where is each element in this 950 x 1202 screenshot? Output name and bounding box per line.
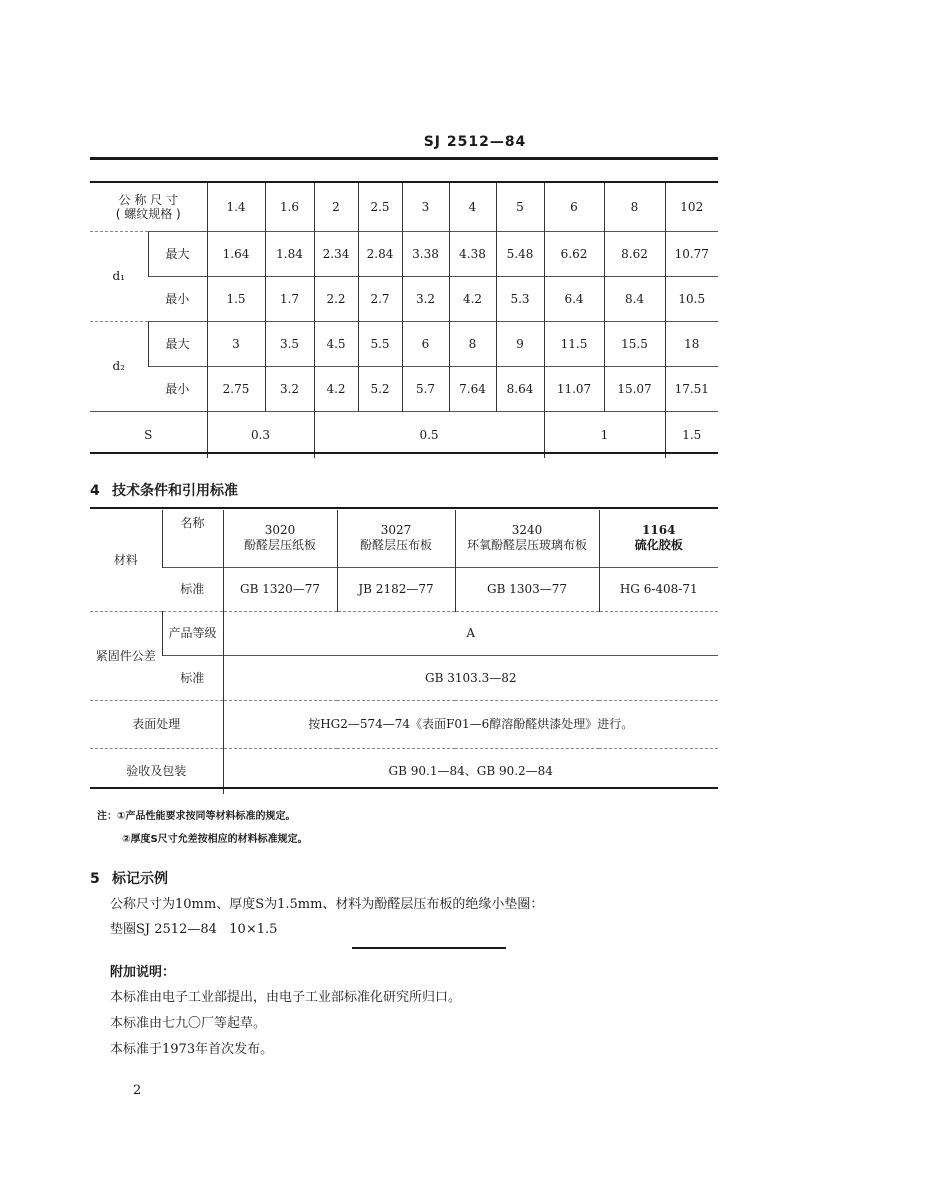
acceptance-packaging-label: 验收及包装 bbox=[90, 748, 223, 794]
d1-max-cell: 5.48 bbox=[496, 231, 544, 276]
d1-min-cell: 2.7 bbox=[358, 276, 402, 321]
surface-treatment-value: 按HG2—574—74《表面F01—6醇溶酚醛烘漆处理》进行。 bbox=[223, 700, 718, 748]
d2-min-cell: 5.2 bbox=[358, 366, 402, 411]
d2-max-cell: 11.5 bbox=[544, 321, 604, 366]
material-std-label: 标准 bbox=[162, 567, 223, 611]
d1-max-cell: 6.62 bbox=[544, 231, 604, 276]
section-4-number: 4 bbox=[90, 483, 100, 499]
s-cell: 0.5 bbox=[314, 411, 544, 458]
acceptance-packaging-value: GB 90.1—84、GB 90.2—84 bbox=[223, 748, 718, 794]
appendix-title: 附加说明： bbox=[110, 965, 176, 980]
d2-min-cell: 3.2 bbox=[265, 366, 314, 411]
d2-min-cell: 4.2 bbox=[314, 366, 358, 411]
d1-max-cell: 1.64 bbox=[207, 231, 265, 276]
d1-min-cell: 3.2 bbox=[402, 276, 449, 321]
d2-min-cell: 15.07 bbox=[604, 366, 665, 411]
material-std-cell: GB 1303—77 bbox=[455, 567, 599, 611]
table1-bottom-rule bbox=[90, 452, 718, 454]
surface-treatment-label: 表面处理 bbox=[90, 700, 223, 748]
technical-conditions-table bbox=[90, 510, 718, 794]
note-text: ①产品性能要求按同等材料标准的规定。 bbox=[117, 811, 296, 822]
material-std-cell: HG 6-408-71 bbox=[599, 567, 718, 611]
table2-top-rule bbox=[90, 507, 718, 509]
appendix-line: 本标准由电子工业部提出，由电子工业部标准化研究所归口。 bbox=[110, 990, 462, 1005]
d2-min-cell: 7.64 bbox=[449, 366, 496, 411]
nominal-size-cell: 5 bbox=[496, 183, 544, 231]
nominal-size-cell: 8 bbox=[604, 183, 665, 231]
section-4-heading bbox=[90, 480, 238, 500]
d2-min-cell: 11.07 bbox=[544, 366, 604, 411]
nominal-size-cell: 1.4 bbox=[207, 183, 265, 231]
s-cell: 0.3 bbox=[207, 411, 314, 458]
section-5-title: 标记示例 bbox=[112, 871, 168, 887]
nominal-size-cell: 4 bbox=[449, 183, 496, 231]
page-number: 2 bbox=[133, 1083, 142, 1098]
d1-min-label: 最小 bbox=[148, 276, 207, 321]
s-cell: 1.5 bbox=[665, 411, 718, 458]
d1-min-cell: 6.4 bbox=[544, 276, 604, 321]
d2-max-cell: 8 bbox=[449, 321, 496, 366]
material-name-cell: 3240 环氧酚醛层压玻璃布板 bbox=[455, 510, 599, 567]
note-2: ②厚度S尺寸允差按相应的材料标准规定。 bbox=[122, 834, 308, 845]
appendix-line: 本标准于1973年首次发布。 bbox=[110, 1042, 274, 1057]
d1-min-cell: 8.4 bbox=[604, 276, 665, 321]
d1-max-cell: 2.34 bbox=[314, 231, 358, 276]
d2-max-cell: 4.5 bbox=[314, 321, 358, 366]
nominal-size-cell: 102 bbox=[665, 183, 718, 231]
d2-max-cell: 6 bbox=[402, 321, 449, 366]
marking-description: 公称尺寸为10mm、厚度S为1.5mm、材料为酚醛层压布板的绝缘小垫圈： bbox=[110, 897, 544, 912]
nominal-size-cell: 2 bbox=[314, 183, 358, 231]
d1-min-cell: 1.7 bbox=[265, 276, 314, 321]
d1-min-cell: 10.5 bbox=[665, 276, 718, 321]
material-std-cell: GB 1320—77 bbox=[223, 567, 337, 611]
nominal-size-cell: 2.5 bbox=[358, 183, 402, 231]
fastener-std-label: 标准 bbox=[162, 655, 223, 700]
material-std-cell: JB 2182—77 bbox=[337, 567, 455, 611]
d2-max-cell: 3 bbox=[207, 321, 265, 366]
d2-max-label: 最大 bbox=[148, 321, 207, 366]
header-rule bbox=[90, 157, 718, 160]
material-name-cell: 1164 硫化胶板 bbox=[599, 510, 718, 567]
note-1 bbox=[97, 807, 295, 822]
appendix-line: 本标准由七九〇厂等起草。 bbox=[110, 1016, 267, 1031]
d2-max-cell: 18 bbox=[665, 321, 718, 366]
material-name-cell: 3020 酚醛层压纸板 bbox=[223, 510, 337, 567]
d1-max-label: 最大 bbox=[148, 231, 207, 276]
d2-min-cell: 17.51 bbox=[665, 366, 718, 411]
s-cell: 1 bbox=[544, 411, 665, 458]
d2-min-cell: 5.7 bbox=[402, 366, 449, 411]
material-name-cell: 3027 酚醛层压布板 bbox=[337, 510, 455, 567]
dimension-table bbox=[90, 183, 718, 458]
d1-min-cell: 2.2 bbox=[314, 276, 358, 321]
note-label: 注： bbox=[97, 811, 117, 822]
d1-label: d₁ bbox=[90, 231, 148, 321]
d1-max-cell: 3.38 bbox=[402, 231, 449, 276]
document-code: SJ 2512—84 bbox=[423, 134, 527, 150]
d1-max-cell: 1.84 bbox=[265, 231, 314, 276]
table2-bottom-rule bbox=[90, 787, 718, 789]
section-5-number: 5 bbox=[90, 871, 100, 887]
d1-max-cell: 2.84 bbox=[358, 231, 402, 276]
section-4-title: 技术条件和引用标准 bbox=[112, 483, 238, 499]
material-label: 材料 bbox=[113, 553, 138, 568]
material-name-label: 名称 bbox=[162, 510, 223, 567]
d2-max-cell: 3.5 bbox=[265, 321, 314, 366]
d1-max-cell: 8.62 bbox=[604, 231, 665, 276]
end-rule bbox=[352, 947, 506, 949]
d1-max-cell: 10.77 bbox=[665, 231, 718, 276]
d2-max-cell: 5.5 bbox=[358, 321, 402, 366]
d2-min-cell: 2.75 bbox=[207, 366, 265, 411]
fastener-std-value: GB 3103.3—82 bbox=[223, 655, 718, 700]
d2-max-cell: 15.5 bbox=[604, 321, 665, 366]
d2-label: d₂ bbox=[90, 321, 148, 411]
fastener-tolerance-label: 紧固件公差 bbox=[90, 611, 162, 700]
d2-min-cell: 8.64 bbox=[496, 366, 544, 411]
product-grade-label: 产品等级 bbox=[162, 611, 223, 655]
d2-max-cell: 9 bbox=[496, 321, 544, 366]
d2-min-label: 最小 bbox=[148, 366, 207, 411]
s-label: S bbox=[90, 411, 207, 458]
marking-example: 垫圈SJ 2512—84 10×1.5 bbox=[110, 922, 278, 937]
nominal-size-cell: 6 bbox=[544, 183, 604, 231]
d1-min-cell: 1.5 bbox=[207, 276, 265, 321]
d1-min-cell: 5.3 bbox=[496, 276, 544, 321]
nominal-size-cell: 1.6 bbox=[265, 183, 314, 231]
product-grade-value: A bbox=[223, 611, 718, 655]
d1-min-cell: 4.2 bbox=[449, 276, 496, 321]
section-5-heading bbox=[90, 868, 168, 888]
d1-max-cell: 4.38 bbox=[449, 231, 496, 276]
nominal-size-cell: 3 bbox=[402, 183, 449, 231]
nominal-size-label: 公 称 尺 寸 ( 螺纹规格 ) bbox=[115, 192, 181, 221]
